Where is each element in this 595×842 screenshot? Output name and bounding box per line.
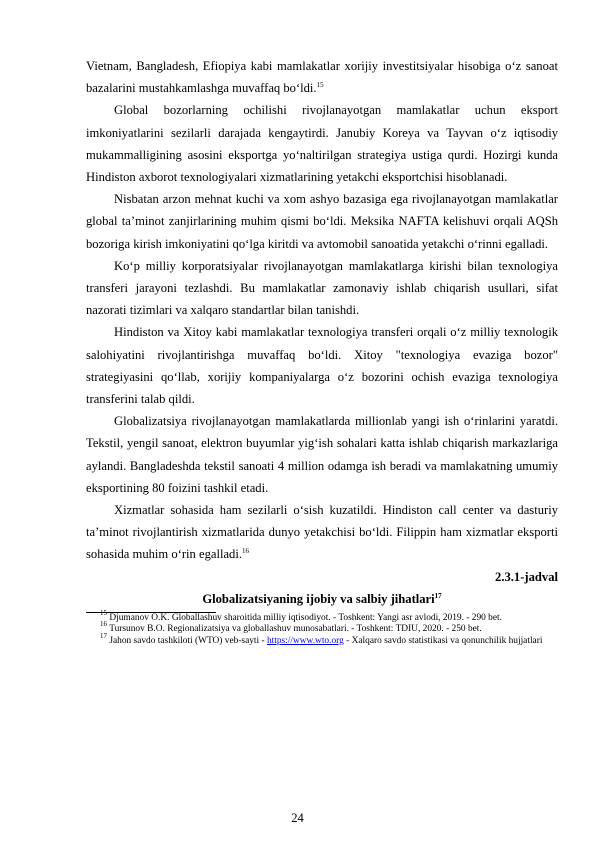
body-paragraph: Hindiston va Xitoy kabi mamlakatlar texnologiya transferi orqali o‘z milliy texnologik salohiyatini rivojlantirishga muvaffaq bo‘ldi. Xitoy "texnologiya evaziga bozor" strategiyasini qo‘llab, xorijiy kompaniyalarga o‘z bozorini ochish evaziga texnologiya transferini talab qildi. xyxy=(86,325,558,407)
page-number: 24 xyxy=(291,811,304,825)
table-title: Globalizatsiyaning ijobiy va salbiy jihatlari$^{17}$ xyxy=(202,591,442,606)
footnote-ref: 16 xyxy=(242,547,249,556)
footnote: $^{16}$ Tursunov B.O. Regionalizatsiya va globallashuv munosabatlari. - Toshkent: TDIU, 2020. - 250 bet. xyxy=(100,620,482,635)
body-paragraph: Xizmatlar sohasida ham sezilarli o‘sish kuzatildi. Hindiston call center va dasturiy ta’minot rivojlantirish xizmatlarida dunyo yetakchisi bo‘ldi. Filippin ham xizmatlar eksporti sohasida muhim o‘rin egalladi.$^{16}$ xyxy=(86,503,558,562)
footnote-ref: 17 xyxy=(434,591,442,600)
table-reference: 2.3.1-jadval xyxy=(495,569,558,584)
footnote: $^{15}$ Djumanov O.K. Globallashuv sharoitida milliy iqtisodiyot. - Toshkent: Yangi asr avlodi, 2019. - 290 bet. xyxy=(100,608,502,623)
document-page xyxy=(86,55,558,647)
footnote: $^{17}$ Jahon savdo tashkiloti (WTO) veb-sayti - https://www.wto.org - Xalqaro savdo statistikasi va qonunchilik hujjatlari xyxy=(100,631,543,646)
body-paragraph: Globalizatsiya rivojlanayotgan mamlakatlarda millionlab yangi ish o‘rinlarini yaratdi. Tekstil, yengil sanoat, elektron buyumlar yig‘ish sohalari katta ishlab chiqarish markazlariga aylandi. Bangladeshda tekstil sanoati 4 million odamga ish beradi va mamlakatning umumiy eksportining 80 foizini tashkil etadi. xyxy=(86,414,558,495)
wto-link[interactable]: https://www.wto.org xyxy=(266,635,344,646)
body-paragraph: Nisbatan arzon mehnat kuchi va xom ashyo bazasiga ega rivojlanayotgan mamlakatlar global ta’minot zanjirlarining muhim qismi bo‘ldi. Meksika NAFTA kelishuvi orqali AQSh bozoriga kirish imkoniyatini qo‘lga kiritdi va avtomobil sanoatida yetakchi o‘rinni egalladi. xyxy=(86,192,558,251)
body-paragraph: Global bozorlarning ochilishi rivojlanayotgan mamlakatlar uchun eksport imkoniyatlarini sezilarli darajada kengaytirdi. Janubiy Koreya va Tayvan o‘z iqtisodiy mukammalligining asosini eksportga yo‘naltirilgan strategiya ustiga qurdi. Hozirgi kunda Hindiston axborot texnologiyalari xizmatlarining yetakchi eksportchisi hisoblanadi. xyxy=(86,103,558,185)
footnote-ref: 15 xyxy=(316,81,324,90)
body-paragraph: Vietnam, Bangladesh, Efiopiya kabi mamlakatlar xorijiy investitsiyalar hisobiga o‘z sanoat bazalarini mustahkamlashga muvaffaq bo‘ldi.$^{15}$ xyxy=(86,59,558,96)
body-paragraph: Ko‘p milliy korporatsiyalar rivojlanayotgan mamlakatlarga kirishi bilan texnologiya transferi jarayoni tezlashdi. Bu mamlakatlar zamonaviy ishlab chiqarish usullari, sifat nazorati tizimlari va xalqaro standartlar bilan tanishdi. xyxy=(86,258,558,318)
